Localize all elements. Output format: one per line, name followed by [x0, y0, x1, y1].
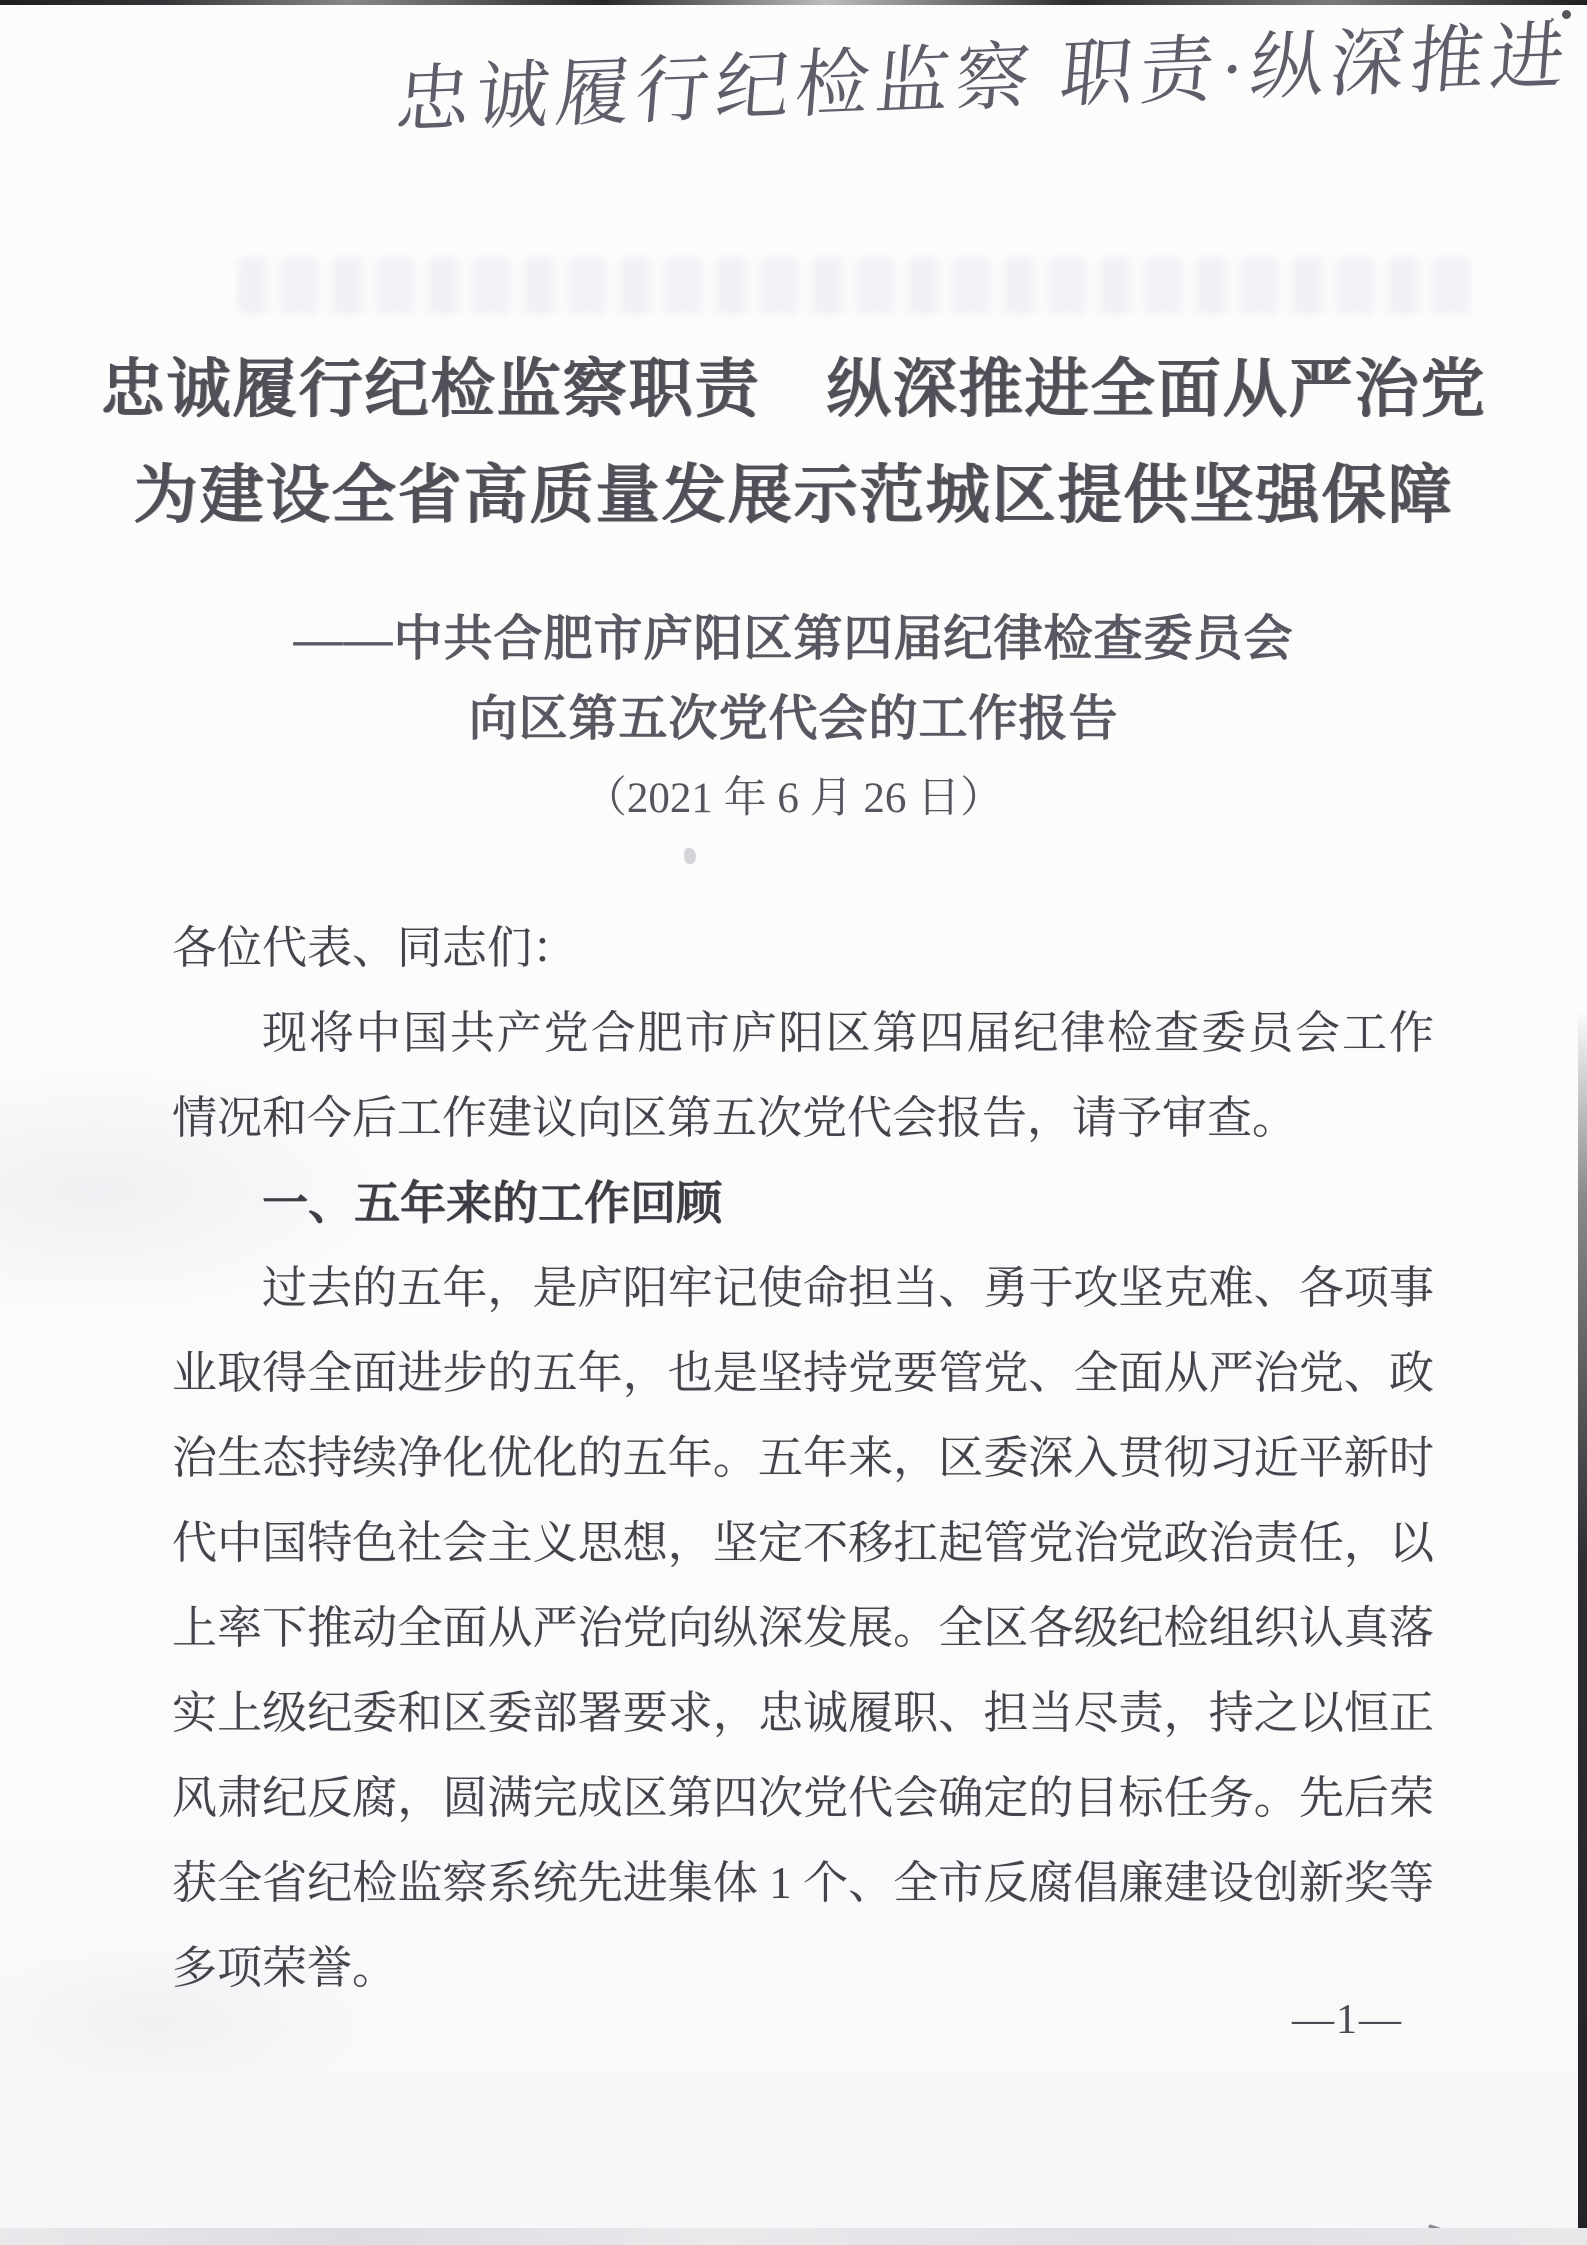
document-subtitle-line-2: 向区第五次党代会的工作报告 — [468, 691, 1119, 746]
bleed-through-ghost-text — [238, 258, 1476, 314]
section-heading: 一、五年来的工作回顾 — [262, 1177, 722, 1229]
document-date: （2021 年 6 月 26 日） — [583, 775, 1004, 822]
body-line: 情况和今后工作建议向区第五次党代会报告，请予审查。 — [172, 1093, 1298, 1143]
document-title-line-1: 忠诚履行纪检监察职责 纵深推进全面从严治党 — [100, 354, 1487, 425]
body-line: 上率下推动全面从严治党向纵深发展。全区各级纪检组织认真落 — [172, 1603, 1434, 1653]
body-line: 业取得全面进步的五年，也是坚持党要管党、全面从严治党、政 — [172, 1348, 1434, 1398]
page-number: —1— — [1292, 1997, 1403, 2043]
body-line: 多项荣誉。 — [172, 1943, 398, 1993]
document-subtitle-line-1: ——中共合肥市庐阳区第四届纪律检查委员会 — [293, 611, 1294, 666]
body-line: 过去的五年，是庐阳牢记使命担当、勇于攻坚克难、各项事 — [262, 1263, 1434, 1313]
body-line: 代中国特色社会主义思想，坚定不移扛起管党治党政治责任，以 — [172, 1518, 1434, 1568]
scan-edge-right — [1578, 1010, 1587, 2245]
body-line: 获全省纪检监察系统先进集体 1 个、全市反腐倡廉建设创新奖等 — [172, 1858, 1434, 1908]
document-body — [172, 906, 1434, 2011]
document-title-line-2: 为建设全省高质量发展示范城区提供坚强保障 — [133, 460, 1454, 531]
handwritten-annotation: 忠诚履行纪检监察 职责·纵深推进 — [392, 15, 1574, 143]
body-line: 实上级纪委和区委部署要求，忠诚履职、担当尽责，持之以恒正 — [172, 1688, 1434, 1738]
body-line: 现将中国共产党合肥市庐阳区第四届纪律检查委员会工作 — [262, 1008, 1434, 1058]
scan-smudge — [684, 848, 696, 864]
body-line: 风肃纪反腐，圆满完成区第四次党代会确定的目标任务。先后荣 — [172, 1773, 1434, 1823]
scan-edge-bottom — [0, 2228, 1587, 2245]
body-line: 治生态持续净化优化的五年。五年来，区委深入贯彻习近平新时 — [172, 1433, 1434, 1483]
salutation-line: 各位代表、同志们： — [172, 923, 578, 973]
